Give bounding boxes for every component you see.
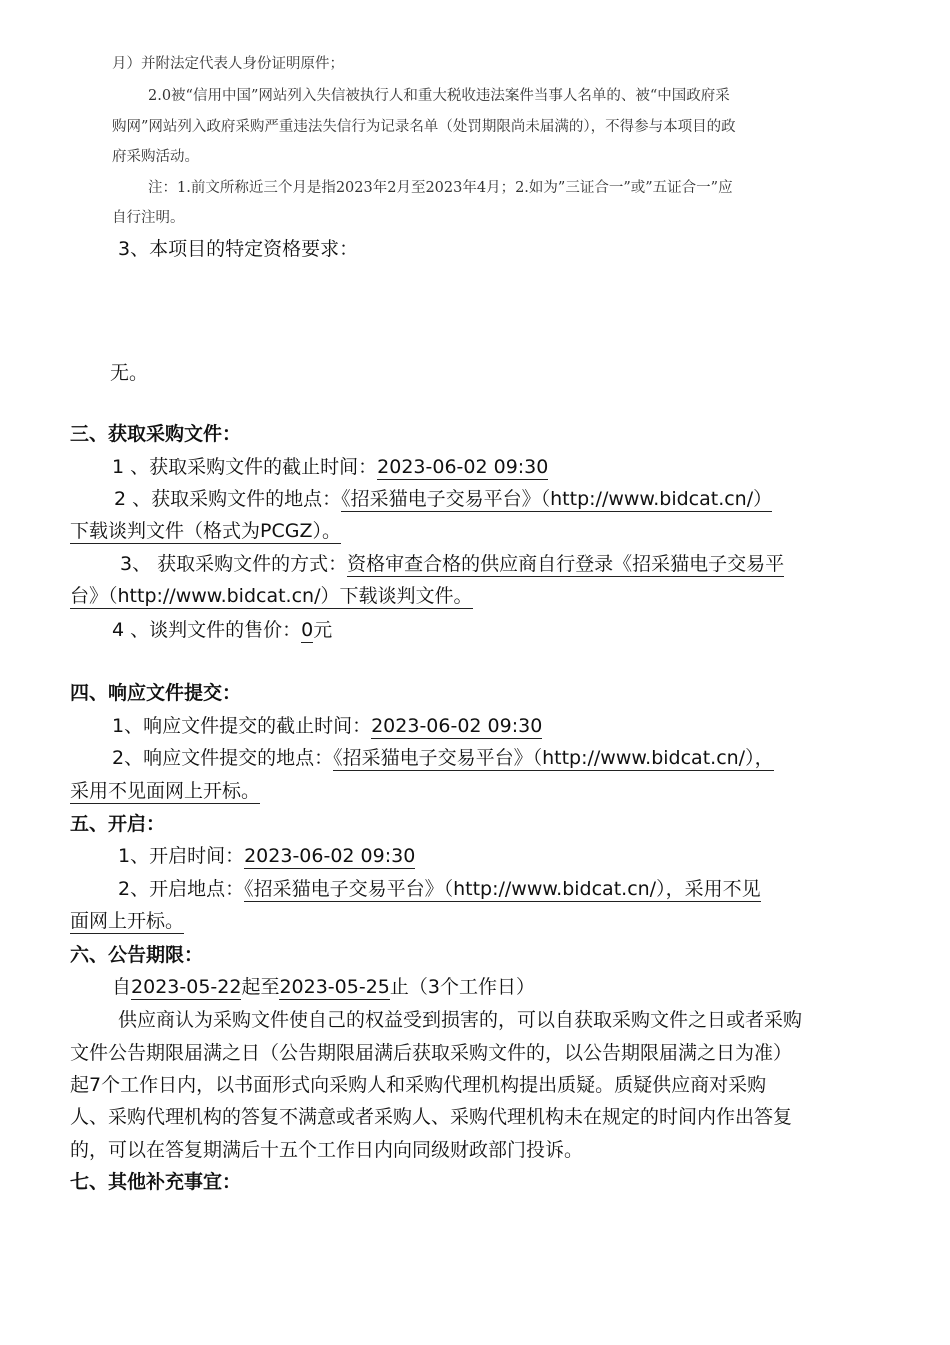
section3-item3-cont (70, 581, 473, 608)
complaint-line1: 供应商认为采购文件使自己的权益受到损害的，可以自获取采购文件之日或者采购 (118, 1009, 803, 1031)
section5-item2 (118, 874, 761, 901)
section5-item2-label: 2、开启地点： (118, 878, 245, 900)
section3-item3 (120, 549, 784, 576)
section5-item1-value: 2023-06-02 09:30 (244, 845, 416, 867)
section4-item2-cont (70, 776, 260, 803)
section5-item1 (118, 841, 415, 868)
special-qualification-heading: 3、本项目的特定资格要求： (118, 238, 359, 260)
section4-item1-value: 2023-06-02 09:30 (371, 715, 543, 737)
section3-item4-price: 0 (301, 619, 314, 641)
section3-item4-unit: 元 (313, 619, 333, 641)
section3-item4 (112, 615, 332, 642)
section3-item2-value: 《招采猫电子交易平台》（http://www.bidcat.cn/） (341, 488, 773, 510)
section3-item2 (114, 484, 772, 511)
qualification-p1-line1: 月）并附法定代表人身份证明原件； (112, 56, 344, 72)
note-line2: 自行注明。 (112, 210, 185, 226)
notice-period (112, 972, 535, 999)
complaint-line3: 起7个工作日内，以书面形式向采购人和采购代理机构提出质疑。质疑供应商对采购 (70, 1074, 767, 1096)
qualification-p2-line2: 购网”网站列入政府采购严重违法失信行为记录名单（处罚期限尚未届满的），不得参与本项目的政 (112, 119, 736, 135)
section3-item1-label: 1 、获取采购文件的截止时间： (112, 456, 378, 478)
complaint-line2: 文件公告期限届满之日（公告期限届满后获取采购文件的，以公告期限届满之日为准） (70, 1042, 793, 1064)
section4-item2-value-cont: 采用不见面网上开标。 (70, 780, 261, 802)
section3-item3-value-cont: 台》（http://www.bidcat.cn/）下载谈判文件。 (70, 585, 473, 607)
section3-item3-label: 3、 获取采购文件的方式： (120, 553, 348, 575)
section7-heading: 七、其他补充事宜： (70, 1171, 242, 1193)
section5-item2-value-cont: 面网上开标。 (70, 910, 185, 932)
section4-item2-label: 2、响应文件提交的地点： (112, 747, 334, 769)
notice-period-prefix: 自 (112, 976, 132, 998)
section3-item2-value-cont: 下载谈判文件（格式为PCGZ）。 (70, 520, 341, 542)
section5-heading: 五、开启： (70, 813, 166, 835)
section6-heading: 六、公告期限： (70, 944, 204, 966)
section4-item1 (112, 711, 542, 738)
notice-period-start: 2023-05-22 (131, 976, 242, 998)
section4-item1-label: 1、响应文件提交的截止时间： (112, 715, 372, 737)
special-qualification-value: 无。 (110, 362, 149, 384)
section4-item2 (112, 743, 774, 770)
section5-item2-value: 《招采猫电子交易平台》（http://www.bidcat.cn/），采用不见 (244, 878, 761, 900)
section4-item2-value: 《招采猫电子交易平台》（http://www.bidcat.cn/）， (333, 747, 774, 769)
section3-item3-value: 资格审查合格的供应商自行登录《招采猫电子交易平 (347, 553, 785, 575)
note-line1: 注：1.前文所称近三个月是指2023年2月至2023年4月；2.如为”三证合一”或”五证合一”应 (148, 180, 733, 196)
section3-item1 (112, 452, 548, 479)
notice-period-suffix: 止（3个工作日） (389, 976, 535, 998)
qualification-p2-line1: 2.0被“信用中国”网站列入失信被执行人和重大税收违法案件当事人名单的、被“中国政府采 (148, 88, 730, 104)
section4-heading: 四、响应文件提交： (70, 682, 242, 704)
notice-period-mid: 起至 (241, 976, 280, 998)
complaint-line4: 人、采购代理机构的答复不满意或者采购人、采购代理机构未在规定的时间内作出答复 (70, 1106, 793, 1128)
section3-item4-label: 4 、谈判文件的售价： (112, 619, 302, 641)
section5-item1-label: 1、开启时间： (118, 845, 245, 867)
section3-item2-label: 2 、获取采购文件的地点： (114, 488, 342, 510)
section3-item1-value: 2023-06-02 09:30 (377, 456, 549, 478)
section5-item2-cont (70, 906, 184, 933)
section3-item2-cont (70, 516, 341, 543)
notice-period-end: 2023-05-25 (279, 976, 390, 998)
complaint-line5: 的，可以在答复期满后十五个工作日内向同级财政部门投诉。 (70, 1139, 584, 1161)
section3-heading: 三、获取采购文件： (70, 423, 242, 445)
qualification-p2-line3: 府采购活动。 (112, 149, 199, 165)
